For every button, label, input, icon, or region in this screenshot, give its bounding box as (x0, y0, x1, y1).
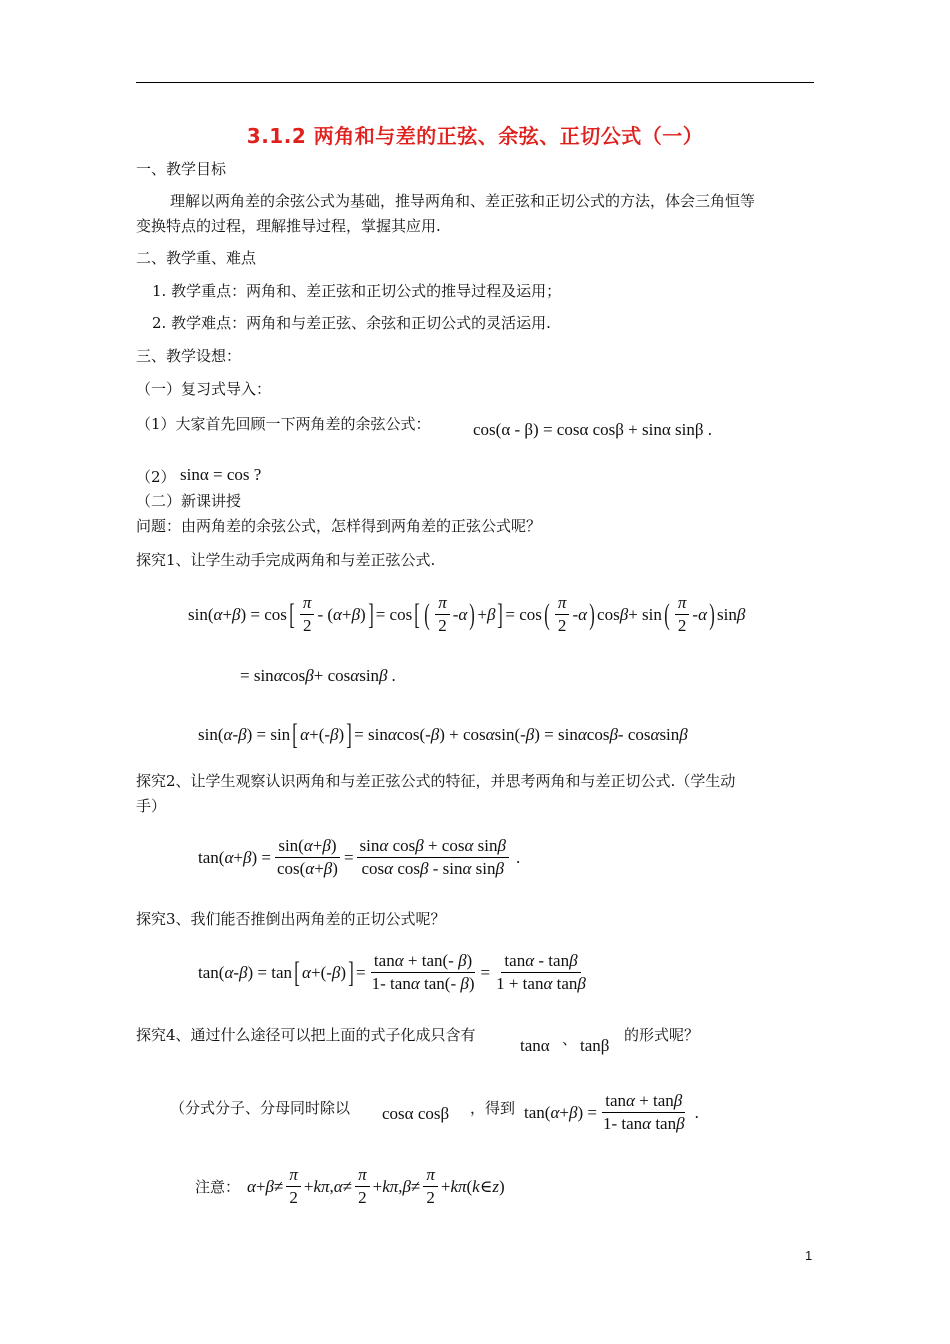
divide-cos-product: cosα cosβ (382, 1104, 450, 1123)
formula-sin-diff: sin( α - β ) = sin [ α +(- β ) ] = sin α cos(- β ) + cos α sin(- β ) = sin α cos β - cos α sin β (198, 718, 688, 751)
divide-text: （分式分子、分母同时除以 (170, 1099, 351, 1117)
subsection-new-lesson: （二）新课讲授 (136, 492, 242, 510)
formula-tan-diff-derivation: tan( α - β ) = tan [ α +(- β ) ] = $\frac{\tan\alpha + \tan(- \beta)}{\text{1- tanα tan(- β)}}$ = $\frac{\tan\alpha - \tan\beta}{\text{1 + tanα tanβ}}$ (198, 951, 586, 993)
note-label: 注意： (195, 1178, 241, 1196)
explore-4-text-b: 的形式呢？ (624, 1026, 700, 1044)
question-text: 问题：由两角差的余弦公式，怎样得到两角差的正弦公式呢？ (136, 517, 542, 535)
explore-2-text-line1: 探究2、让学生观察认识两角和与差正弦公式的特征，并思考两角和与差正切公式.（学生动 (136, 772, 736, 790)
page-title: 3.1.2 两角和与差的正弦、余弦、正切公式（一） (246, 124, 704, 148)
explore-4-text-a: 探究4、通过什么途径可以把上面的式子化成只含有 (136, 1026, 476, 1044)
review-item-1: （1）大家首先回顾一下两角差的余弦公式： (136, 415, 431, 433)
formula-tan-sum-derivation: tan( α + β ) = $\frac{\sin(\alpha+\beta)}{\cos(\alpha+\beta)}$ = $\frac{\text{sinα cosβ + cosα sinβ}}{\text{cosα cosβ - sinα sinβ}}$ . (198, 836, 521, 878)
explore-1-text: 探究1、让学生动手完成两角和与差正弦公式. (136, 551, 436, 569)
formula-note-conditions: α + β ≠ $\frac{\pi}{2}$ + kπ , α ≠ $\frac{\pi}{2}$ + kπ , β ≠ $\frac{\pi}{2}$ + kπ ( k ∈ z ) (247, 1165, 505, 1207)
key-point-1: 1. 教学重点：两角和、差正弦和正切公式的推导过程及运用； (152, 282, 562, 300)
explore-4-tan-alpha: tanα (520, 1036, 550, 1055)
subsection-review: （一）复习式导入： (136, 380, 272, 398)
section-heading-design: 三、教学设想： (136, 347, 242, 365)
key-point-2: 2. 教学难点：两角和与差正弦、余弦和正切公式的灵活运用. (152, 314, 551, 332)
review-formula-cos-diff: cos(α - β) = cosα cosβ + sinα sinβ . (473, 420, 712, 439)
goal-text-line2: 变换特点的过程，理解推导过程，掌握其应用. (136, 217, 441, 235)
page-number: 1 (805, 1248, 813, 1263)
review-formula-sin-cos: sinα = cos ? (180, 465, 262, 484)
explore-3-text: 探究3、我们能否推倒出两角差的正切公式呢？ (136, 910, 446, 928)
explore-2-text-line2: 手） (136, 797, 167, 815)
formula-sin-sum-derivation: sin( α + β ) = cos [ $\frac{\pi}{2}$ - ( α + β ) ] = cos [ ( $\frac{\pi}{2}$ - α ) + β ] = cos ( $\frac{\pi}{2}$ - α ) cos β + sin ( $\frac{\pi}{2}$ - α ) sin β (188, 593, 746, 635)
get-text: ，得到 (470, 1099, 516, 1117)
section-heading-keypoints: 二、教学重、难点 (136, 249, 257, 267)
section-heading-goals: 一、教学目标 (136, 160, 227, 178)
formula-tan-sum-final: tan( α + β ) = $\frac{\tan\alpha + \tan\beta}{\text{1- tanα tanβ}}$ . (524, 1091, 699, 1133)
goal-text-line1: 理解以两角差的余弦公式为基础，推导两角和、差正弦和正切公式的方法，体会三角恒等 (170, 192, 756, 210)
explore-4-separator: 、 (562, 1030, 578, 1048)
review-item-2-label: （2） (136, 468, 176, 486)
header-rule (136, 82, 814, 83)
explore-4-tan-beta: tanβ (580, 1036, 610, 1055)
formula-sin-sum-result: = sin α cos β + cos α sin β . (240, 666, 396, 685)
